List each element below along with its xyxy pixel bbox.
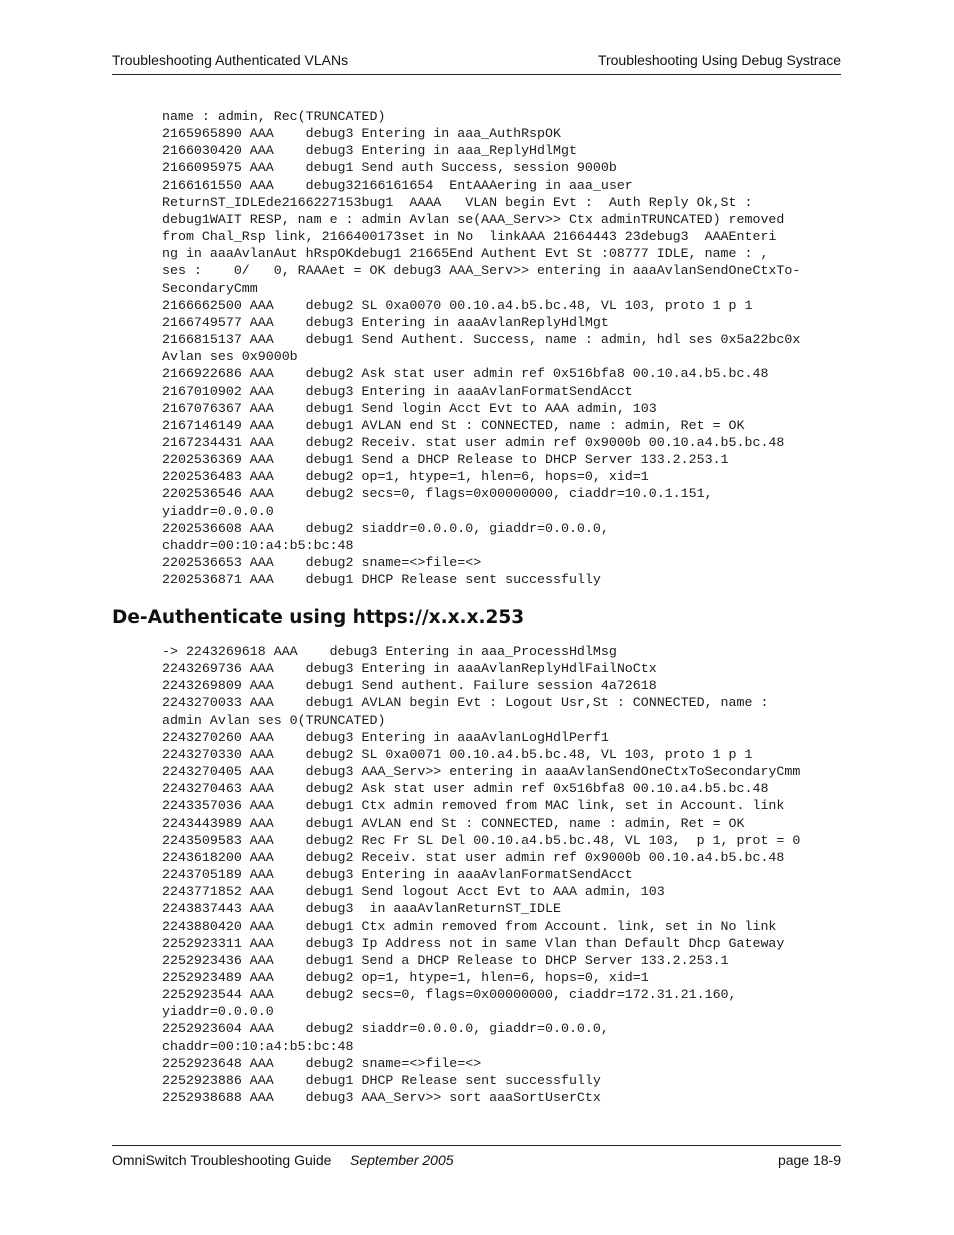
header-section-title: Troubleshooting Using Debug Systrace xyxy=(597,52,841,68)
log-line: 2252923886 AAA debug1 DHCP Release sent successfully xyxy=(162,1072,601,1088)
log-line: 2202536653 AAA debug2 sname=<>file=<> xyxy=(162,555,482,571)
log-line: 2252923604 AAA debug2 siaddr=0.0.0.0, giaddr=0.0.0.0, xyxy=(162,1021,609,1037)
log-line: 2167234431 AAA debug2 Receiv. stat user admin ref 0x9000b 00.10.a4.b5.bc.48 xyxy=(162,434,785,450)
log-line: 2165965890 AAA debug3 Entering in aaa_AuthRspOK xyxy=(162,126,561,142)
footer-date: September 2005 xyxy=(350,1152,454,1168)
log-line: 2243270033 AAA debug1 AVLAN begin Evt : Logout Usr,St : CONNECTED, name : xyxy=(162,695,769,711)
header-chapter-title: Troubleshooting Authenticated VLANs xyxy=(112,52,349,68)
debug-log-block-1 xyxy=(162,108,800,588)
log-line: 2167146149 AAA debug1 AVLAN end St : CONNECTED, name : admin, Ret = OK xyxy=(162,417,745,433)
log-line: 2166030420 AAA debug3 Entering in aaa_ReplyHdlMgt xyxy=(162,143,577,159)
log-line: 2243705189 AAA debug3 Entering in aaaAvlanFormatSendAcct xyxy=(162,867,633,883)
log-line: 2243837443 AAA debug3 in aaaAvlanReturnST_IDLE xyxy=(162,901,561,917)
log-line: 2252923436 AAA debug1 Send a DHCP Release to DHCP Server 133.2.253.1 xyxy=(162,952,729,968)
log-line: 2243509583 AAA debug2 Rec Fr SL Del 00.10.a4.b5.bc.48, VL 103, p 1, prot = 0 xyxy=(162,832,801,848)
log-line: 2243270405 AAA debug3 AAA_Serv>> entering in aaaAvlanSendOneCtxToSecondaryCmm xyxy=(162,764,801,780)
log-line: 2202536483 AAA debug2 op=1, htype=1, hlen=6, hops=0, xid=1 xyxy=(162,469,649,485)
page-header xyxy=(112,50,841,75)
log-line: 2202536546 AAA debug2 secs=0, flags=0x00000000, ciaddr=10.0.1.151, xyxy=(162,486,713,502)
log-line: 2252923489 AAA debug2 op=1, htype=1, hlen=6, hops=0, xid=1 xyxy=(162,969,649,985)
log-line: 2243270330 AAA debug2 SL 0xa0071 00.10.a4.b5.bc.48, VL 103, proto 1 p 1 xyxy=(162,746,753,762)
log-line: 2167076367 AAA debug1 Send login Acct Evt to AAA admin, 103 xyxy=(162,400,657,416)
log-line: yiaddr=0.0.0.0 xyxy=(162,503,274,519)
log-line: SecondaryCmm xyxy=(162,280,258,296)
log-line: chaddr=00:10:a4:b5:bc:48 xyxy=(162,1038,354,1054)
log-line: chaddr=00:10:a4:b5:bc:48 xyxy=(162,537,354,553)
log-line: 2166749577 AAA debug3 Entering in aaaAvlanReplyHdlMgt xyxy=(162,314,609,330)
log-line: debug1WAIT RESP, nam e : admin Avlan se(AAA_Serv>> Ctx adminTRUNCATED) removed xyxy=(162,211,785,227)
debug-log-block-2 xyxy=(162,643,800,1106)
footer-page-number: page 18-9 xyxy=(777,1152,841,1168)
log-line: ReturnST_IDLEde2166227153bug1 AAAA VLAN begin Evt : Auth Reply Ok,St : xyxy=(162,194,753,210)
log-line: 2166815137 AAA debug1 Send Authent. Success, name : admin, hdl ses 0x5a22bc0x xyxy=(162,332,801,348)
log-line: 2252923648 AAA debug2 sname=<>file=<> xyxy=(162,1055,482,1071)
log-line: 2166922686 AAA debug2 Ask stat user admin ref 0x516bfa8 00.10.a4.b5.bc.48 xyxy=(162,366,769,382)
log-line: -> 2243269618 AAA debug3 Entering in aaa_ProcessHdlMsg xyxy=(162,644,617,659)
log-line: 2243269809 AAA debug1 Send authent. Failure session 4a72618 xyxy=(162,678,657,694)
log-line: 2243618200 AAA debug2 Receiv. stat user admin ref 0x9000b 00.10.a4.b5.bc.48 xyxy=(162,849,785,865)
log-line: 2202536871 AAA debug1 DHCP Release sent successfully xyxy=(162,572,601,588)
log-line: 2243880420 AAA debug1 Ctx admin removed from Account. link, set in No link xyxy=(162,918,777,934)
log-line: 2252938688 AAA debug3 AAA_Serv>> sort aaaSortUserCtx xyxy=(162,1090,601,1106)
log-line: 2243771852 AAA debug1 Send logout Acct Evt to AAA admin, 103 xyxy=(162,884,665,900)
log-line: name : admin, Rec(TRUNCATED) xyxy=(162,109,386,124)
log-line: admin Avlan ses 0(TRUNCATED) xyxy=(162,712,386,728)
section-heading: De-Authenticate using https://x.x.x.253 xyxy=(112,607,525,628)
log-line: 2167010902 AAA debug3 Entering in aaaAvlanFormatSendAcct xyxy=(162,383,633,399)
log-line: 2252923311 AAA debug3 Ip Address not in same Vlan than Default Dhcp Gateway xyxy=(162,935,785,951)
log-line: 2166095975 AAA debug1 Send auth Success, session 9000b xyxy=(162,160,617,176)
log-line: 2166161550 AAA debug32166161654 EntAAAering in aaa_user xyxy=(162,177,633,193)
log-line: 2202536369 AAA debug1 Send a DHCP Release to DHCP Server 133.2.253.1 xyxy=(162,452,729,468)
log-line: ses : 0/ 0, RAAAet = OK debug3 AAA_Serv>> entering in aaaAvlanSendOneCtxTo- xyxy=(162,263,801,279)
log-line: 2243270463 AAA debug2 Ask stat user admin ref 0x516bfa8 00.10.a4.b5.bc.48 xyxy=(162,781,769,797)
log-line: 2166662500 AAA debug2 SL 0xa0070 00.10.a4.b5.bc.48, VL 103, proto 1 p 1 xyxy=(162,297,753,313)
page-footer xyxy=(112,1145,841,1176)
log-line: 2243443989 AAA debug1 AVLAN end St : CONNECTED, name : admin, Ret = OK xyxy=(162,815,745,831)
log-line: 2252923544 AAA debug2 secs=0, flags=0x00000000, ciaddr=172.31.21.160, xyxy=(162,987,737,1003)
log-line: 2243269736 AAA debug3 Entering in aaaAvlanReplyHdlFailNoCtx xyxy=(162,661,657,677)
log-line: yiaddr=0.0.0.0 xyxy=(162,1004,274,1020)
log-line: Avlan ses 0x9000b xyxy=(162,349,298,365)
log-line: from Chal_Rsp link, 2166400173set in No linkAAA 21664443 23debug3 AAAEnteri xyxy=(162,229,777,245)
log-line: ng in aaaAvlanAut hRspOKdebug1 21665End Authent Evt St :08777 IDLE, name : , xyxy=(162,246,769,262)
footer-guide-title: OmniSwitch Troubleshooting Guide xyxy=(112,1152,332,1168)
log-line: 2243270260 AAA debug3 Entering in aaaAvlanLogHdlPerf1 xyxy=(162,729,609,745)
log-line: 2243357036 AAA debug1 Ctx admin removed from MAC link, set in Account. link xyxy=(162,798,785,814)
log-line: 2202536608 AAA debug2 siaddr=0.0.0.0, giaddr=0.0.0.0, xyxy=(162,520,609,536)
